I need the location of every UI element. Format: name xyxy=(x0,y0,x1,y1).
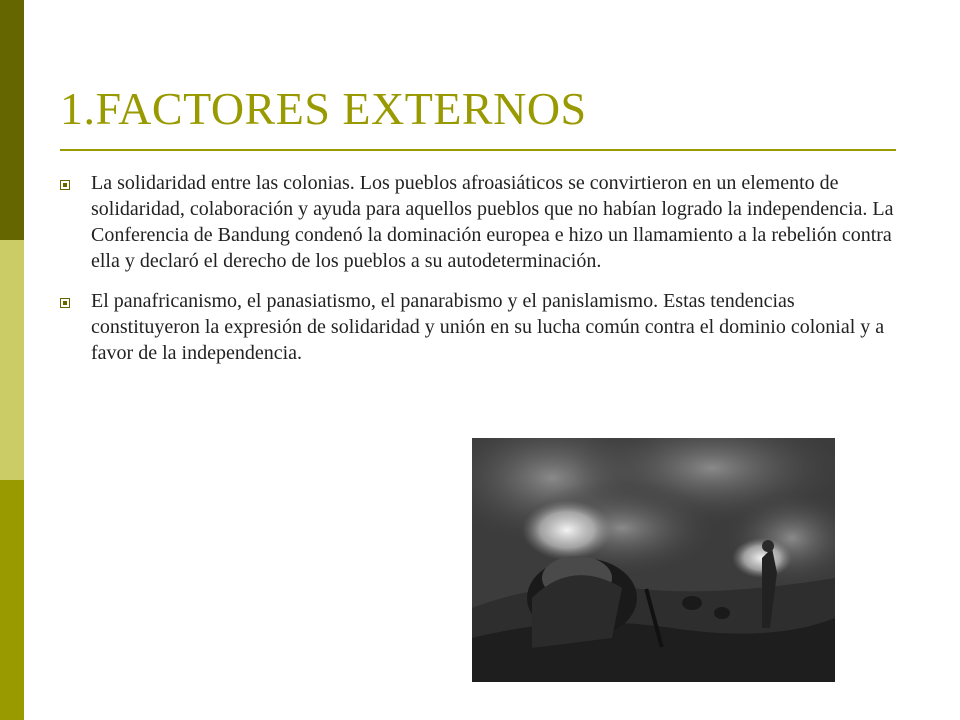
bullet-text: La solidaridad entre las colonias. Los pueblos afroasiáticos se convirtieron en un elemento de solidaridad, colaboración y ayuda para aquellos pueblos que no habían logrado la independencia. La Conferencia de Bandung condenó la dominación europea e hizo un llamamiento a la rebelión contra ella y declaró el derecho de los pueblos a su autodeterminación. xyxy=(91,172,894,272)
sidebar-stripe-middle xyxy=(0,240,24,480)
bullet-list xyxy=(60,170,900,380)
sidebar-stripe-bottom xyxy=(0,480,24,720)
title-underline xyxy=(60,149,896,151)
square-bullet-icon xyxy=(60,180,70,190)
slide-title: 1.FACTORES EXTERNOS xyxy=(60,83,587,134)
sidebar-stripe-top xyxy=(0,0,24,240)
bullet-item xyxy=(60,288,900,366)
war-photo xyxy=(472,438,835,682)
bullet-text: El panafricanismo, el panasiatismo, el panarabismo y el panislamismo. Estas tendencias constituyeron la expresión de solidaridad y unión en su lucha común contra el dominio colonial y a favor de la independencia. xyxy=(91,290,885,364)
square-bullet-icon xyxy=(60,298,70,308)
bullet-item xyxy=(60,170,900,274)
